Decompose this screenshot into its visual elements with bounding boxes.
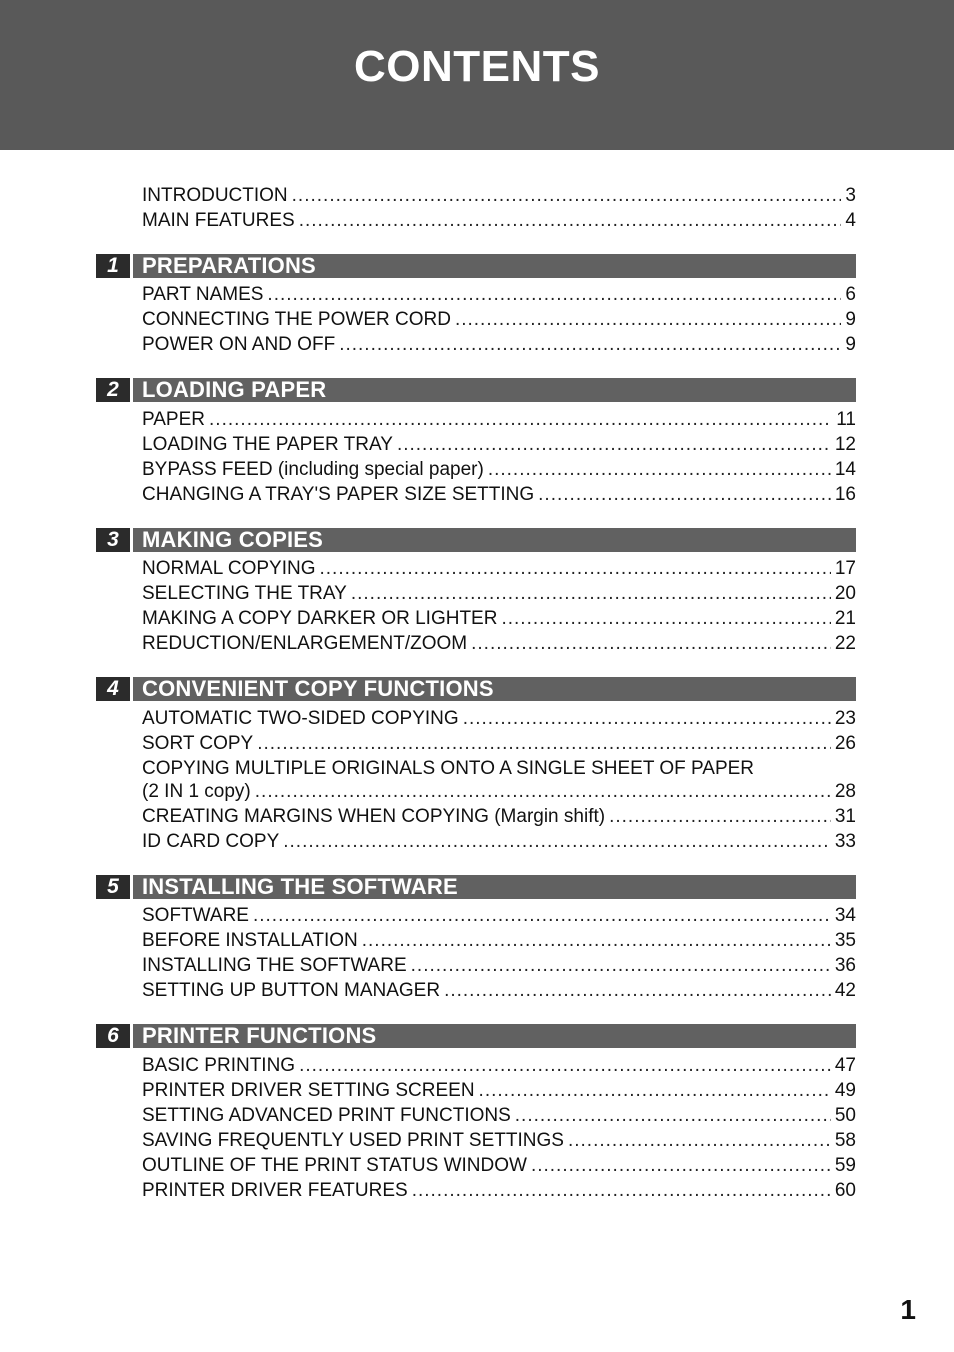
toc-entry-title: CHANGING A TRAY'S PAPER SIZE SETTING (142, 484, 535, 505)
toc-entry-title: PART NAMES (142, 284, 264, 305)
dot-leader (471, 632, 831, 656)
section-heading[interactable]: LOADING PAPER (133, 378, 856, 402)
toc-entry-page: 12 (834, 434, 856, 455)
toc-entry-page: 34 (834, 905, 856, 926)
dot-leader (209, 408, 832, 432)
toc-entry-page: 6 (845, 284, 856, 305)
dot-leader (320, 557, 831, 581)
toc-entry[interactable] (142, 732, 856, 756)
toc-entry-page: 59 (834, 1155, 856, 1176)
section-number: 6 (96, 1024, 130, 1048)
toc-entry-introduction[interactable] (142, 184, 856, 208)
toc-entry-title: MAIN FEATURES (142, 210, 295, 231)
toc-entry-title: SETTING UP BUTTON MANAGER (142, 980, 441, 1001)
toc-entry-page: 4 (845, 210, 856, 231)
toc-entry-title: AUTOMATIC TWO-SIDED COPYING (142, 708, 459, 729)
toc-entry-title: BEFORE INSTALLATION (142, 930, 358, 951)
toc-entry-title: REDUCTION/ENLARGEMENT/ZOOM (142, 633, 468, 654)
toc-entry-page: 47 (834, 1055, 856, 1076)
dot-leader (444, 979, 831, 1003)
dot-leader (411, 954, 831, 978)
toc-entry[interactable] (142, 780, 856, 804)
toc-entry-title: SETTING ADVANCED PRINT FUNCTIONS (142, 1105, 511, 1126)
dot-leader (362, 929, 831, 953)
dot-leader (455, 308, 841, 332)
toc-entry-page: 20 (834, 583, 856, 604)
toc-entry-page: 58 (834, 1130, 856, 1151)
toc-entry[interactable] (142, 408, 856, 432)
toc-entry[interactable] (142, 904, 856, 928)
toc-entry[interactable] (142, 929, 856, 953)
dot-leader (531, 1154, 831, 1178)
toc-entry-title: CREATING MARGINS WHEN COPYING (Margin shift) (142, 806, 606, 827)
toc-entry-page: 31 (834, 806, 856, 827)
toc-entry[interactable] (142, 483, 856, 507)
dot-leader (253, 904, 831, 928)
toc-entry-page: 17 (834, 558, 856, 579)
dot-leader (339, 333, 841, 357)
dot-leader (292, 184, 842, 208)
toc-entry[interactable] (142, 1054, 856, 1078)
section-number: 4 (96, 677, 130, 701)
toc-entry-main-features[interactable] (142, 209, 856, 233)
toc-entry-page: 42 (834, 980, 856, 1001)
dot-leader (267, 283, 841, 307)
section-heading[interactable]: PREPARATIONS (133, 254, 856, 278)
dot-leader (501, 607, 830, 631)
toc-entry-page: 21 (834, 608, 856, 629)
section-heading[interactable]: PRINTER FUNCTIONS (133, 1024, 856, 1048)
toc-entry-page: 23 (834, 708, 856, 729)
dot-leader (299, 1054, 831, 1078)
toc-entry-title: SAVING FREQUENTLY USED PRINT SETTINGS (142, 1130, 564, 1151)
toc-entry-title: CONNECTING THE POWER CORD (142, 309, 451, 330)
toc-entry-page: 49 (834, 1080, 856, 1101)
toc-entry[interactable] (142, 954, 856, 978)
toc-entry-page: 33 (834, 831, 856, 852)
dot-leader (283, 830, 831, 854)
section-heading[interactable]: INSTALLING THE SOFTWARE (133, 875, 856, 899)
dot-leader (568, 1129, 831, 1153)
toc-entry[interactable] (142, 1129, 856, 1153)
header-banner (0, 0, 954, 150)
dot-leader (538, 483, 831, 507)
toc-entry[interactable] (142, 805, 856, 829)
page-title: CONTENTS (354, 42, 600, 91)
dot-leader (463, 707, 831, 731)
dot-leader (515, 1104, 831, 1128)
toc-entry-first-line[interactable]: COPYING MULTIPLE ORIGINALS ONTO A SINGLE SHEET OF PAPER (142, 758, 755, 779)
toc-entry-title: SELECTING THE TRAY (142, 583, 347, 604)
toc-entry[interactable] (142, 830, 856, 854)
toc-entry-page: 14 (834, 459, 856, 480)
dot-leader (609, 805, 831, 829)
page-number: 1 (900, 1294, 916, 1325)
toc-entry[interactable] (142, 707, 856, 731)
section-number: 5 (96, 875, 130, 899)
toc-entry-title: PRINTER DRIVER SETTING SCREEN (142, 1080, 475, 1101)
dot-leader (299, 209, 842, 233)
toc-entry-page: 36 (834, 955, 856, 976)
toc-entry[interactable] (142, 333, 856, 357)
section-number: 2 (96, 378, 130, 402)
toc-entry[interactable] (142, 308, 856, 332)
toc-entry-page: 35 (834, 930, 856, 951)
toc-entry-title: BYPASS FEED (including special paper) (142, 459, 484, 480)
toc-entry-page: 50 (834, 1105, 856, 1126)
toc-entry[interactable] (142, 632, 856, 656)
toc-entry-title: POWER ON AND OFF (142, 334, 336, 355)
dot-leader (479, 1079, 831, 1103)
toc-entry[interactable] (142, 1104, 856, 1128)
section-heading[interactable]: CONVENIENT COPY FUNCTIONS (133, 677, 856, 701)
toc-entry-title: LOADING THE PAPER TRAY (142, 434, 393, 455)
toc-entry-page: 16 (834, 484, 856, 505)
toc-entry-title: SORT COPY (142, 733, 254, 754)
toc-entry-page: 28 (834, 781, 856, 802)
toc-entry-page: 22 (834, 633, 856, 654)
toc-entry-title: MAKING A COPY DARKER OR LIGHTER (142, 608, 498, 629)
section-number: 1 (96, 254, 130, 278)
toc-entry-title: INTRODUCTION (142, 185, 288, 206)
toc-entry[interactable] (142, 1079, 856, 1103)
toc-entry-title: PAPER (142, 409, 206, 430)
toc-entry[interactable] (142, 1179, 856, 1203)
section-heading[interactable]: MAKING COPIES (133, 528, 856, 552)
toc-entry-title: OUTLINE OF THE PRINT STATUS WINDOW (142, 1155, 527, 1176)
toc-entry-page: 9 (845, 334, 856, 355)
toc-entry-title: PRINTER DRIVER FEATURES (142, 1180, 408, 1201)
dot-leader (397, 433, 831, 457)
toc-entry[interactable] (142, 458, 856, 482)
toc-entry[interactable] (142, 283, 856, 307)
toc-entry-page: 3 (845, 185, 856, 206)
toc-entry[interactable] (142, 557, 856, 581)
dot-leader (488, 458, 831, 482)
toc-entry-title: ID CARD COPY (142, 831, 280, 852)
toc-entry[interactable] (142, 607, 856, 631)
dot-leader (351, 582, 831, 606)
toc-entry-page: 9 (845, 309, 856, 330)
toc-entry-title: (2 IN 1 copy) (142, 781, 251, 802)
dot-leader (255, 780, 831, 804)
section-number: 3 (96, 528, 130, 552)
toc-entry-page: 11 (836, 409, 856, 430)
toc-entry-title: BASIC PRINTING (142, 1055, 296, 1076)
toc-entry-page: 60 (834, 1180, 856, 1201)
toc-entry[interactable] (142, 979, 856, 1003)
toc-entry[interactable] (142, 582, 856, 606)
toc-entry-title: NORMAL COPYING (142, 558, 316, 579)
toc-entry-page: 26 (834, 733, 856, 754)
dot-leader (257, 732, 831, 756)
toc-entry-title: SOFTWARE (142, 905, 249, 926)
toc-entry-title: INSTALLING THE SOFTWARE (142, 955, 407, 976)
dot-leader (412, 1179, 831, 1203)
toc-entry[interactable] (142, 433, 856, 457)
toc-entry[interactable] (142, 1154, 856, 1178)
